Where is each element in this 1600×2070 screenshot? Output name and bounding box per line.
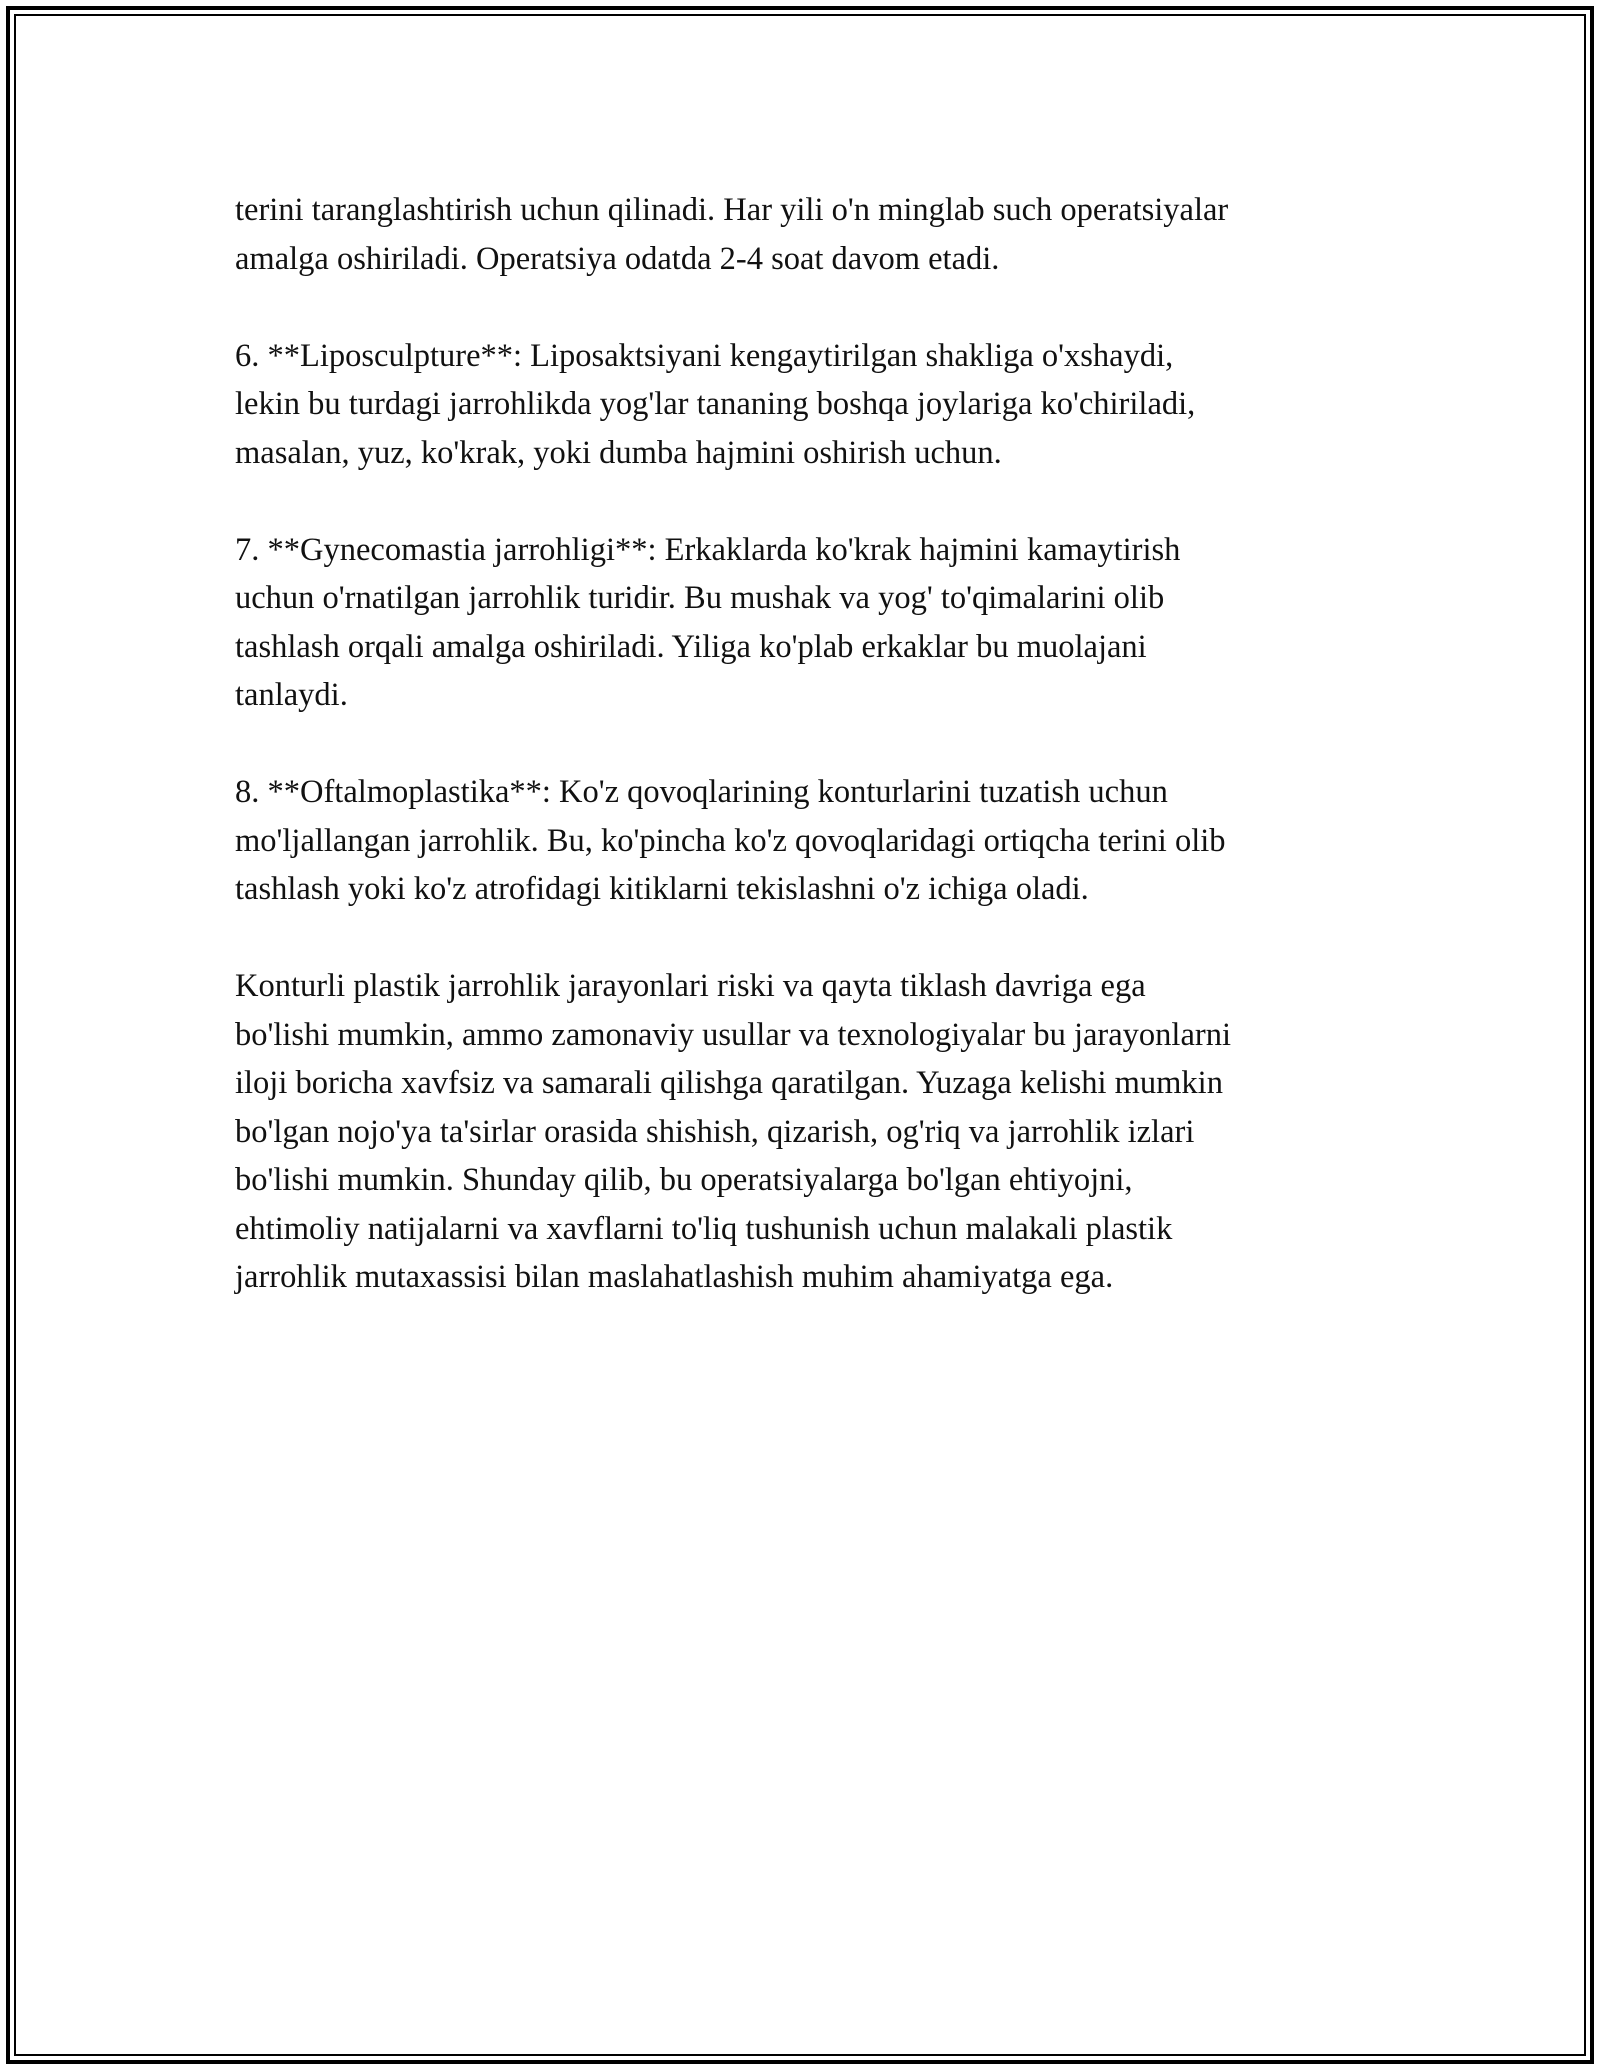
text-line: bo'lishi mumkin. Shunday qilib, bu operatsiyalarga bo'lgan ehtiyojni, — [235, 1162, 1133, 1198]
paragraph-item-7 — [235, 526, 1385, 720]
text-line: bo'lishi mumkin, ammo zamonaviy usullar va texnologiyalar bu jarayonlarni — [235, 1016, 1231, 1053]
text-line: tashlash yoki ko'z atrofidagi kitiklarni tekislashni o'z ichiga oladi. — [235, 871, 1089, 907]
paragraph-item-6 — [235, 332, 1385, 478]
text-line: tanlaydi. — [235, 677, 348, 713]
paragraph-conclusion — [235, 962, 1385, 1302]
text-line: lekin bu turdagi jarrohlikda yog'lar tananing boshqa joylariga ko'chiriladi, — [235, 386, 1196, 422]
text-line: ehtimoliy natijalarni va xavflarni to'liq tushunish uchun malakali plastik — [235, 1210, 1173, 1247]
text-line: masalan, yuz, ko'krak, yoki dumba hajmini oshirish uchun. — [235, 434, 1002, 471]
text-line: iloji boricha xavfsiz va samarali qilishga qaratilgan. Yuzaga kelishi mumkin — [235, 1065, 1223, 1101]
text-line: uchun o'rnatilgan jarrohlik turidir. Bu mushak va yog' to'qimalarini olib — [235, 580, 1165, 616]
text-line: tashlash orqali amalga oshiriladi. Yiliga ko'plab erkaklar bu muolajani — [235, 628, 1147, 665]
paragraph-continuation — [235, 186, 1385, 283]
text-line: jarrohlik mutaxassisi bilan maslahatlashish muhim ahamiyatga ega. — [235, 1259, 1114, 1295]
text-line: terini taranglashtirish uchun qilinadi. Har yili o'n minglab such operatsiyalar — [235, 192, 1229, 228]
paragraph-item-8 — [235, 768, 1385, 914]
text-line: Konturli plastik jarrohlik jarayonlari riski va qayta tiklash davriga ega — [235, 968, 1146, 1004]
document-body — [235, 186, 1385, 1350]
text-line: 6. **Liposculpture**: Liposaktsiyani kengaytirilgan shakliga o'xshaydi, — [235, 337, 1174, 374]
text-line: mo'ljallangan jarrohlik. Bu, ko'pincha ko'z qovoqlaridagi ortiqcha terini olib — [235, 822, 1226, 859]
text-line: 7. **Gynecomastia jarrohligi**: Erkaklarda ko'krak hajmini kamaytirish — [235, 531, 1181, 568]
text-line: amalga oshiriladi. Operatsiya odatda 2-4 soat davom etadi. — [235, 240, 1000, 277]
text-line: bo'lgan nojo'ya ta'sirlar orasida shishish, qizarish, og'riq va jarrohlik izlari — [235, 1113, 1195, 1150]
text-line: 8. **Oftalmoplastika**: Ko'z qovoqlarining konturlarini tuzatish uchun — [235, 774, 1168, 810]
